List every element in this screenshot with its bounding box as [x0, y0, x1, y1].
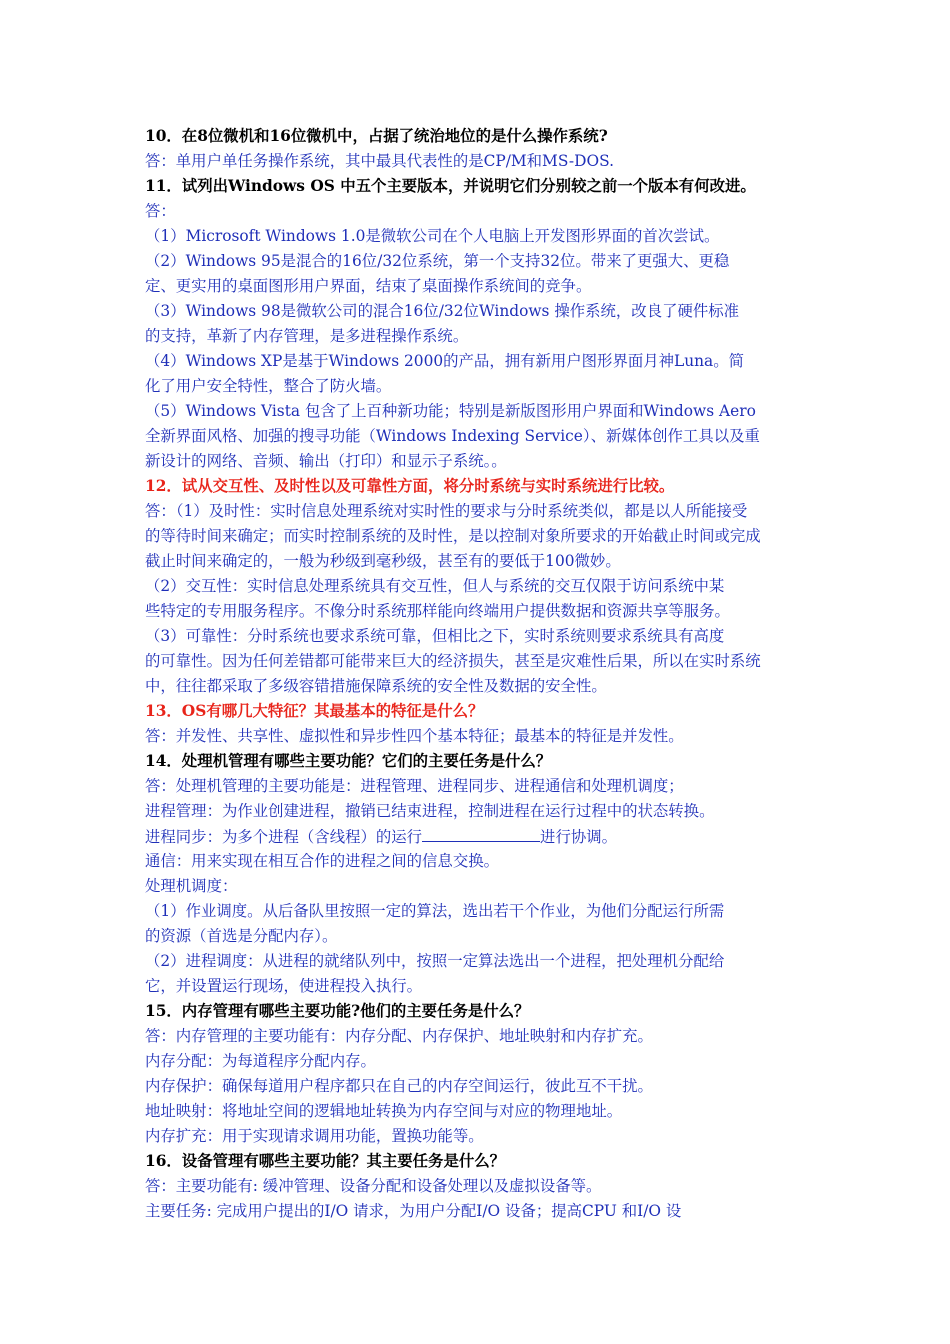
question-13: 13．OS有哪几大特征？其最基本的特征是什么？ — [145, 702, 484, 720]
answer-line: （1）作业调度。从后备队里按照一定的算法，选出若干个作业，为他们分配运行所需 — [145, 902, 725, 920]
answer-line: 主要任务: 完成用户提出的I/O 请求，为用户分配I/O 设备；提高CPU 和I/O 设 — [145, 1202, 682, 1220]
answer-line: 的等待时间来确定；而实时控制系统的及时性，是以控制对象所要求的开始截止时间或完成 — [145, 527, 761, 545]
fill-in-blank — [422, 824, 540, 842]
answer-line: 答：内存管理的主要功能有：内存分配、内存保护、地址映射和内存扩充。 — [145, 1027, 653, 1045]
fill-in-blank-line — [145, 824, 815, 849]
answer-line: 内存分配：为每道程序分配内存。 — [145, 1052, 376, 1070]
answer-line: （2）Windows 95是混合的16位/32位系统，第一个支持32位。带来了更强大、更稳 — [145, 252, 730, 270]
question-12: 12．试从交互性、及时性以及可靠性方面，将分时系统与实时系统进行比较。 — [145, 477, 675, 495]
answer-line: 答： — [145, 202, 176, 220]
answer-line: （3）Windows 98是微软公司的混合16位/32位Windows 操作系统，改良了硬件标准 — [145, 302, 740, 320]
answer-line: 定、更实用的桌面图形用户界面，结束了桌面操作系统间的竞争。 — [145, 277, 592, 295]
answer-line: 它，并设置运行现场，使进程投入执行。 — [145, 977, 423, 995]
answer-line: 截止时间来确定的，一般为秒级到毫秒级，甚至有的要低于100微妙。 — [145, 552, 621, 570]
question-14: 14．处理机管理有哪些主要功能？它们的主要任务是什么？ — [145, 752, 552, 770]
answer-line: 地址映射：将地址空间的逻辑地址转换为内存空间与对应的物理地址。 — [145, 1102, 623, 1120]
answer-line: 处理机调度： — [145, 877, 238, 895]
answer-line: 全新界面风格、加强的搜寻功能（Windows Indexing Service）、新媒体创作工具以及重 — [145, 427, 760, 445]
question-11: 11．试列出Windows OS 中五个主要版本，并说明它们分别较之前一个版本有何改进。 — [145, 177, 756, 195]
answer-line: （2）交互性：实时信息处理系统具有交互性，但人与系统的交互仅限于访问系统中某 — [145, 577, 725, 595]
answer-line: （4）Windows XP是基于Windows 2000的产品，拥有新用户图形界面月神Luna。简 — [145, 352, 745, 370]
answer-line: 新设计的网络、音频、输出（打印）和显示子系统。。 — [145, 452, 507, 470]
answer-line: 答：并发性、共享性、虚拟性和异步性四个基本特征；最基本的特征是并发性。 — [145, 727, 684, 745]
answer-line: 些特定的专用服务程序。不像分时系统那样能向终端用户提供数据和资源共享等服务。 — [145, 602, 730, 620]
answer-line: （1）Microsoft Windows 1.0是微软公司在个人电脑上开发图形界面的首次尝试。 — [145, 227, 720, 245]
answer-line: 答：（1）及时性：实时信息处理系统对实时性的要求与分时系统类似，都是以人所能接受 — [145, 502, 748, 520]
answer-line: 中，往往都采取了多级容错措施保障系统的安全性及数据的安全性。 — [145, 677, 607, 695]
question-16: 16．设备管理有哪些主要功能？其主要任务是什么？ — [145, 1152, 506, 1170]
question-10: 10．在8位微机和16位微机中，占据了统治地位的是什么操作系统? — [145, 127, 608, 145]
blank-suffix: 进行协调。 — [540, 828, 618, 846]
blank-prefix: 进程同步：为多个进程（含线程）的运行 — [145, 828, 423, 846]
answer-line: 通信：用来实现在相互合作的进程之间的信息交换。 — [145, 852, 499, 870]
answer-line: 化了用户安全特性，整合了防火墙。 — [145, 377, 392, 395]
answer-line: （2）进程调度：从进程的就绪队列中，按照一定算法选出一个进程，把处理机分配给 — [145, 952, 725, 970]
document-page — [145, 124, 815, 1224]
answer-line: 的支持，革新了内存管理，是多进程操作系统。 — [145, 327, 469, 345]
answer-line: 内存扩充：用于实现请求调用功能，置换功能等。 — [145, 1127, 484, 1145]
answer-line: （5）Windows Vista 包含了上百种新功能；特别是新版图形用户界面和Windows Aero — [145, 402, 756, 420]
answer-line: （3）可靠性：分时系统也要求系统可靠，但相比之下，实时系统则要求系统具有高度 — [145, 627, 725, 645]
answer-line: 答：处理机管理的主要功能是：进程管理、进程同步、进程通信和处理机调度； — [145, 777, 684, 795]
answer-line: 的可靠性。因为任何差错都可能带来巨大的经济损失，甚至是灾难性后果，所以在实时系统 — [145, 652, 761, 670]
answer-line: 答：主要功能有: 缓冲管理、设备分配和设备处理以及虚拟设备等。 — [145, 1177, 602, 1195]
answer-line: 进程管理：为作业创建进程，撤销已结束进程，控制进程在运行过程中的状态转换。 — [145, 802, 715, 820]
question-15: 15．内存管理有哪些主要功能?他们的主要任务是什么？ — [145, 1002, 530, 1020]
answer-line: 内存保护：确保每道用户程序都只在自己的内存空间运行，彼此互不干扰。 — [145, 1077, 653, 1095]
answer-line: 的资源（首选是分配内存）。 — [145, 927, 338, 945]
answer-line: 答：单用户单任务操作系统，其中最具代表性的是CP/M和MS-DOS. — [145, 152, 614, 170]
